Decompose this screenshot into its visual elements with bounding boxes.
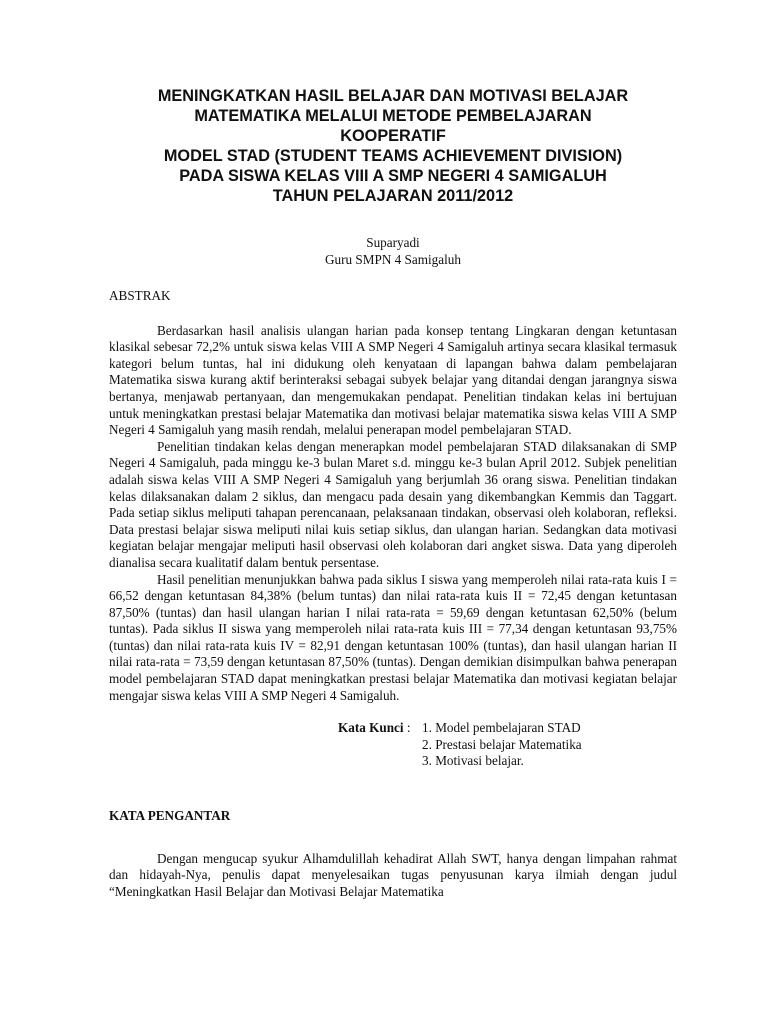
title-line: MATEMATIKA MELALUI METODE PEMBELAJARAN: [194, 107, 592, 125]
keywords-block: [338, 720, 677, 770]
author-affiliation: Guru SMPN 4 Samigaluh: [325, 252, 461, 267]
abstract-paragraph: Berdasarkan hasil analisis ulangan harian pada konsep tentang Lingkaran dengan ketuntasan klasikal sebesar 72,2% untuk siswa kelas VIII A SMP Negeri 4 Samigaluh artinya secara klasikal termasuk kategori belum tuntas, hal ini didukung oleh kenyataan di lapangan bahwa dalam pembelajaran Matematika siswa kurang aktif berinteraksi sebagai subyek belajar yang ditandai dengan jarangnya siswa bertanya, menjawab pertanyaan, dan mengemukakan pendapat. Penelitian tindakan kelas ini bertujuan untuk meningkatkan prestasi belajar Matematika dan motivasi belajar matematika siswa kelas VIII A SMP Negeri 4 Samigaluh yang masih rendah, melalui penerapan model pembelajaran STAD.: [109, 322, 677, 438]
keywords-label-row: [338, 720, 422, 737]
keyword-item: 1. Model pembelajaran STAD: [422, 720, 581, 736]
keyword-item: 2. Prestasi belajar Matematika: [422, 736, 582, 752]
abstract-paragraph: Penelitian tindakan kelas dengan menerapkan model pembelajaran STAD dilaksanakan di SMP Negeri 4 Samigaluh, pada minggu ke-3 bulan Maret s.d. minggu ke-3 bulan April 2012. Subjek penelitian adalah siswa kelas VIII A SMP Negeri 4 Samigaluh yang berjumlah 36 orang siswa. Penelitian tindakan kelas dilaksanakan dalam 2 siklus, dan mengacu pada desain yang dikembangkan Kemmis dan Taggart. Pada setiap siklus meliputi tahapan perencanaan, pelaksanaan tindakan, observasi oleh kolaboran, refleksi. Data prestasi belajar siswa meliputi nilai kuis setiap siklus, dan ulangan harian. Sedangkan data motivasi kegiatan belajar mengajar meliputi hasil observasi oleh kolaboran dari angket siswa. Data yang diperoleh dianalisa secara kualitatif dalam bentuk persentase.: [109, 438, 677, 570]
preface-heading: KATA PENGANTAR: [109, 808, 231, 824]
keywords-colon: :: [403, 720, 411, 736]
author-block: [109, 234, 677, 268]
author-name: Suparyadi: [366, 235, 420, 250]
title-line: PADA SISWA KELAS VIII A SMP NEGERI 4 SAMIGALUH: [179, 167, 607, 185]
keywords-label: Kata Kunci: [338, 720, 404, 736]
title-line: KOOPERATIF: [340, 127, 446, 145]
title-line: MENINGKATKAN HASIL BELAJAR DAN MOTIVASI BELAJAR: [157, 87, 629, 105]
preface-paragraph: Dengan mengucap syukur Alhamdulillah kehadirat Allah SWT, hanya dengan limpahan rahmat dan hidayah-Nya, penulis dapat menyelesaikan tugas penyusunan karya ilmiah dengan judul “Meningkatkan Hasil Belajar dan Motivasi Belajar Matematika: [109, 850, 677, 899]
title-line: MODEL STAD (STUDENT TEAMS ACHIEVEMENT DIVISION): [163, 147, 623, 165]
paper-title: [109, 86, 677, 206]
abstract-paragraph: Hasil penelitian menunjukkan bahwa pada siklus I siswa yang memperoleh nilai rata-rata kuis I = 66,52 dengan ketuntasan 84,38% (belum tuntas) dan nilai rata-rata kuis II = 72,45 dengan ketuntasan 87,50% (tuntas) dan hasil ulangan harian I nilai rata-rata = 59,69 dengan ketuntasan 62,50% (belum tuntas). Pada siklus II siswa yang memperoleh nilai rata-rata kuis III = 77,34 dengan ketuntasan 93,75% (tuntas) dan nilai rata-rata kuis IV = 82,91 dengan ketuntasan 100% (tuntas), dan hasil ulangan harian II nilai rata-rata = 73,59 dengan ketuntasan 87,50% (tuntas). Dengan demikian disimpulkan bahwa penerapan model pembelajaran STAD dapat meningkatkan prestasi belajar Matematika dan motivasi kegiatan belajar mengajar siswa kelas VIII A SMP Negeri 4 Samigaluh.: [109, 571, 677, 703]
keyword-item: 3. Motivasi belajar.: [422, 753, 524, 769]
title-line: TAHUN PELAJARAN 2011/2012: [272, 187, 514, 205]
abstract-heading: ABSTRAK: [109, 288, 171, 303]
paper-body: [109, 86, 677, 900]
